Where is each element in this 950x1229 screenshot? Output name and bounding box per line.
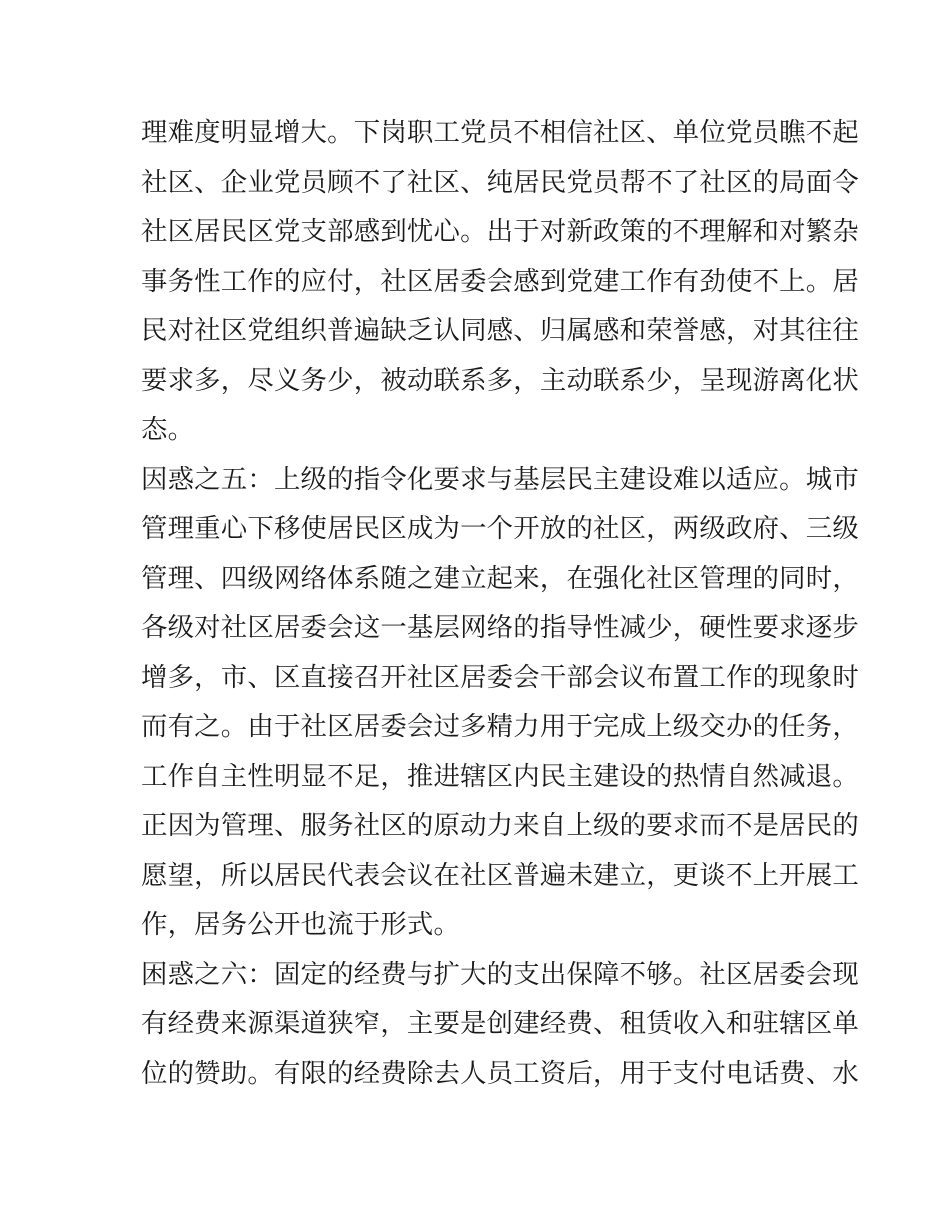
text-line: 位的赞助。有限的经费除去人员工资后，用于支付电话费、水 [141, 1057, 859, 1089]
text-line: 各级对社区居委会这一基层网络的指导性减少，硬性要求逐步 [141, 612, 859, 643]
text-line: 工作自主性明显不足，推进辖区内民主建设的热情自然减退。 [141, 760, 859, 792]
text-line: 而有之。由于社区居委会过多精力用于完成上级交办的任务， [141, 711, 859, 742]
text-line: 事务性工作的应付，社区居委会感到党建工作有劲使不上。居 [141, 265, 859, 297]
text-line: 正因为管理、服务社区的原动力来自上级的要求而不是居民的 [141, 810, 859, 841]
text-line: 民对社区党组织普遍缺乏认同感、归属感和荣誉感，对其往往 [141, 315, 859, 346]
text-line: 作，居务公开也流于形式。 [141, 909, 461, 940]
text-line: 管理、四级网络体系随之建立起来，在强化社区管理的同时， [141, 562, 859, 594]
text-line: 社区居民区党支部感到忧心。出于对新政策的不理解和对繁杂 [141, 216, 859, 247]
text-line: 增多，市、区直接召开社区居委会干部会议布置工作的现象时 [141, 661, 859, 693]
section-heading-line: 因惑之五：上级的指令化要求与基层民主建设难以适应。城市 [141, 463, 859, 495]
text-line: 管理重心下移使居民区成为一个开放的社区，两级政府、三级 [141, 513, 859, 544]
text-line: 要求多，尽义务少，被动联系多，主动联系少，呈现游离化状 [141, 364, 859, 396]
text-line: 有经费来源渠道狭窄，主要是创建经费、租赁收入和驻辖区单 [141, 1008, 859, 1039]
body-text [141, 108, 859, 1098]
text-line: 理难度明显增大。下岗职工党员不相信社区、单位党员瞧不起 [141, 117, 859, 148]
text-line: 社区、企业党员顾不了社区、纯居民党员帮不了社区的局面令 [141, 166, 859, 198]
text-line: 愿望，所以居民代表会议在社区普遍未建立，更谈不上开展工 [141, 859, 859, 891]
section-heading-line: 困惑之六：固定的经费与扩大的支出保障不够。社区居委会现 [141, 958, 859, 990]
text-line: 态。 [141, 414, 195, 445]
